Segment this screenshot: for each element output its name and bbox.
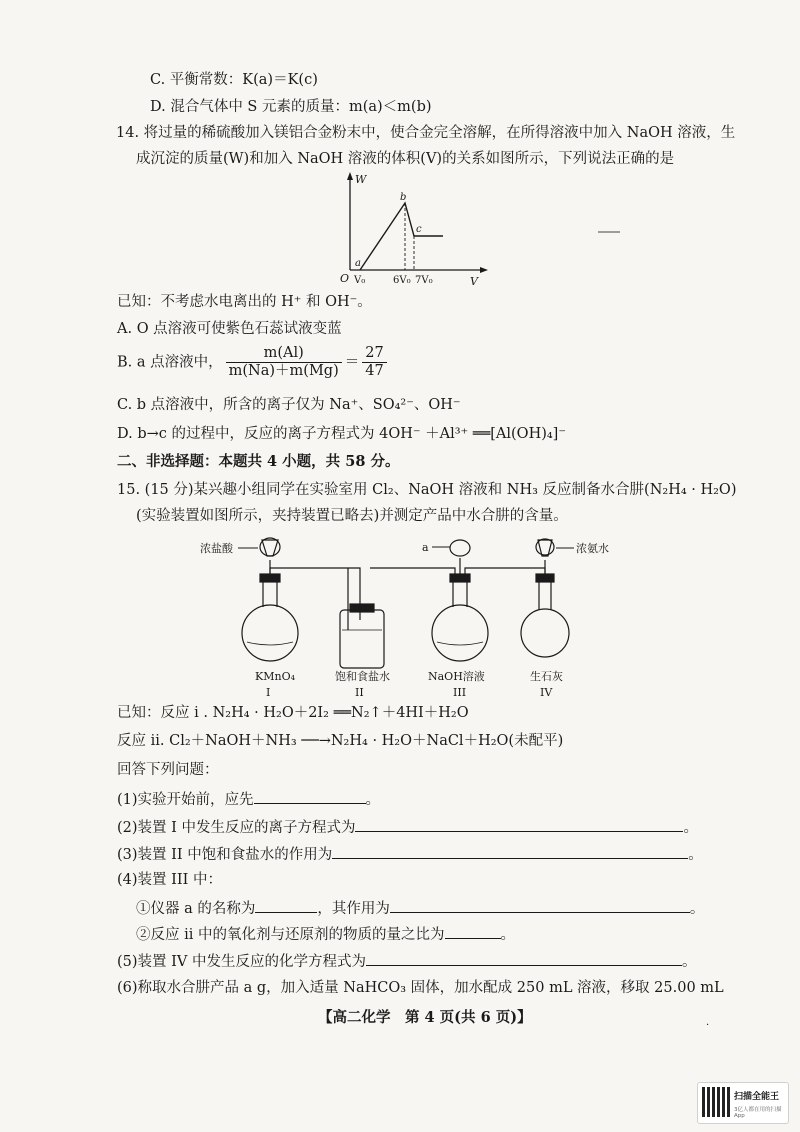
option-b-value-fraction <box>362 345 386 380</box>
sub3-period: 。 <box>688 847 703 863</box>
q14-note: 已知：不考虑水电离出的 H⁺ 和 OH⁻。 <box>117 294 372 310</box>
fraction-denominator: m(Na)＋m(Mg) <box>228 363 339 379</box>
option-b-prefix: B. a 点溶液中， <box>117 354 223 371</box>
sub4-1-text-b: ，其作用为 <box>317 901 390 917</box>
flask-i-liquid <box>247 642 293 645</box>
page-footer: 【高二化学 第 4 页(共 6 页)】 <box>318 1009 532 1026</box>
flask-i-stopper <box>260 574 280 582</box>
sub3-text: (3)装置 II 中饱和食盐水的作用为 <box>117 847 333 863</box>
q14-option-d: D. b→c 的过程中，反应的离子方程式为 4OH⁻ ＋Al³⁺ ══[Al(OH)₄]⁻ <box>117 426 566 442</box>
tick-v0: V₀ <box>354 275 366 286</box>
sub4-1-blank-b[interactable] <box>390 897 690 913</box>
fraction-numerator: m(Al) <box>226 345 342 363</box>
bottle-ii <box>340 610 384 668</box>
funnel-a-bulb <box>450 540 470 556</box>
roman-ii: II <box>355 686 364 699</box>
q15-sub6: (6)称取水合肼产品 a g，加入适量 NaHCO₃ 固体，加水配成 250 mL 溶液，移取 25.00 mL <box>117 980 724 996</box>
sub3-blank[interactable] <box>332 843 688 859</box>
section2-heading: 二、非选择题：本题共 4 小题，共 58 分。 <box>117 453 400 470</box>
point-a-label: a <box>355 258 361 269</box>
sub5-blank[interactable] <box>366 950 682 966</box>
tube-iii-iv <box>465 568 545 575</box>
x-axis-arrow <box>480 267 488 273</box>
q15-reaction-ii: 反应 ii. Cl₂＋NaOH＋NH₃ ──→N₂H₄ · H₂O＋NaCl＋H₂O(未配平) <box>117 733 564 749</box>
y-axis-arrow <box>347 172 353 180</box>
q15-sub2 <box>117 816 698 838</box>
sub5-period: 。 <box>681 954 697 970</box>
q14-option-c: C. b 点溶液中，所含的离子仅为 Na⁺、SO₄²⁻、OH⁻ <box>117 397 461 413</box>
label-cao: 生石灰 <box>530 670 563 683</box>
flask-iv <box>521 609 569 657</box>
point-b-label: b <box>400 192 407 203</box>
flask-iii <box>432 605 488 661</box>
sub1-blank[interactable] <box>254 788 366 804</box>
sub4-2-text: ②反应 ii 中的氧化剂与还原剂的物质的量之比为 <box>136 927 445 943</box>
precipitate-curve <box>360 203 443 270</box>
flask-iii-stopper <box>450 574 470 582</box>
q15-sub3 <box>117 843 703 865</box>
value-numerator: 27 <box>362 345 386 363</box>
q15-sub4: (4)装置 III 中： <box>117 872 222 888</box>
sub2-blank[interactable] <box>355 816 683 832</box>
label-a: a <box>422 541 429 554</box>
option-b-mass-fraction <box>226 345 342 380</box>
roman-iv: IV <box>540 686 553 699</box>
flask-i <box>242 605 298 661</box>
q14-option-b <box>117 345 390 380</box>
funnel-iv-bulb <box>536 539 554 555</box>
point-c-label: c <box>416 224 422 235</box>
roman-iii: III <box>453 686 467 699</box>
tick-6v0: 6V₀ <box>393 275 411 286</box>
label-ammonia: 浓氨水 <box>576 542 609 555</box>
scanner-watermark <box>697 1082 789 1124</box>
q14-option-a: A. O 点溶液可使紫色石蕊试液变蓝 <box>117 321 342 337</box>
label-hcl: 浓盐酸 <box>200 542 233 555</box>
bottle-ii-stopper <box>350 604 374 612</box>
sub4-2-blank[interactable] <box>445 923 501 939</box>
qr-code-icon <box>702 1087 730 1117</box>
flask-iv-stopper <box>536 574 554 582</box>
q15-sub5 <box>117 950 696 972</box>
q15-apparatus-diagram <box>200 530 640 700</box>
watermark-subtitle: 3亿人都在用的扫描App <box>734 1107 782 1119</box>
q15-sub4-2 <box>136 923 515 945</box>
q14-stem-line1: 14. 将过量的稀硫酸加入镁铝合金粉末中，使合金完全溶解，在所得溶液中加入 NaOH 溶液，生 <box>116 125 736 141</box>
flask-iii-liquid <box>437 642 483 645</box>
sub4-1-period: 。 <box>689 901 705 917</box>
flask-iv-neck <box>539 580 551 610</box>
q14-stem-line2: 成沉淀的质量(W)和加入 NaOH 溶液的体积(V)的关系如图所示，下列说法正确的是 <box>136 151 675 167</box>
roman-i: I <box>266 686 271 699</box>
q15-stem-line1: 15. (15 分)某兴趣小组同学在实验室用 Cl₂、NaOH 溶液和 NH₃ 反应制备水合肼(N₂H₄ · H₂O) <box>117 482 737 498</box>
q15-sub1 <box>117 788 380 810</box>
label-naoh: NaOH溶液 <box>428 670 485 683</box>
y-axis-label: W <box>355 173 367 186</box>
sub2-period: 。 <box>683 820 698 836</box>
q13-option-c: C. 平衡常数：K(a)＝K(c) <box>150 72 318 88</box>
tick-7v0: 7V₀ <box>415 275 433 286</box>
funnel-iv <box>538 540 552 574</box>
q15-stem-line2: (实验装置如图所示，夹持装置已略去)并测定产品中水合肼的含量。 <box>136 508 568 524</box>
option-b-equals: ＝ <box>344 354 360 371</box>
sub4-1-blank-a[interactable] <box>255 897 317 913</box>
x-axis-label: V <box>470 275 478 288</box>
funnel-i <box>262 540 278 574</box>
sub5-text: (5)装置 IV 中发生反应的化学方程式为 <box>117 954 366 970</box>
value-denominator: 47 <box>365 363 384 379</box>
sub2-text: (2)装置 I 中发生反应的离子方程式为 <box>117 820 356 836</box>
q15-answer-prompt: 回答下列问题： <box>117 762 219 778</box>
funnel-i-bulb <box>260 538 280 556</box>
label-nacl: 饱和食盐水 <box>335 670 390 683</box>
flask-iii-neck <box>453 580 467 607</box>
watermark-brand: 扫描全能王 <box>734 1092 780 1102</box>
label-kmno4: KMnO₄ <box>255 670 295 683</box>
q13-option-d: D. 混合气体中 S 元素的质量：m(a)＜m(b) <box>150 99 432 115</box>
tube-ii-iii-top <box>370 568 455 575</box>
q14-precipitate-graph <box>330 170 660 295</box>
scan-dot: · <box>706 1020 710 1031</box>
q15-sub4-1 <box>136 897 704 919</box>
sub1-period: 。 <box>365 792 381 808</box>
tube-i-ii <box>270 568 360 620</box>
q15-reaction-i: 已知：反应 i . N₂H₄ · H₂O＋2I₂ ══N₂↑＋4HI＋H₂O <box>117 705 469 721</box>
sub4-2-period: 。 <box>500 927 515 943</box>
sub1-text: (1)实验开始前，应先 <box>117 792 254 808</box>
sub4-1-text-a: ①仪器 a 的名称为 <box>136 901 256 917</box>
origin-label: O <box>340 272 350 285</box>
